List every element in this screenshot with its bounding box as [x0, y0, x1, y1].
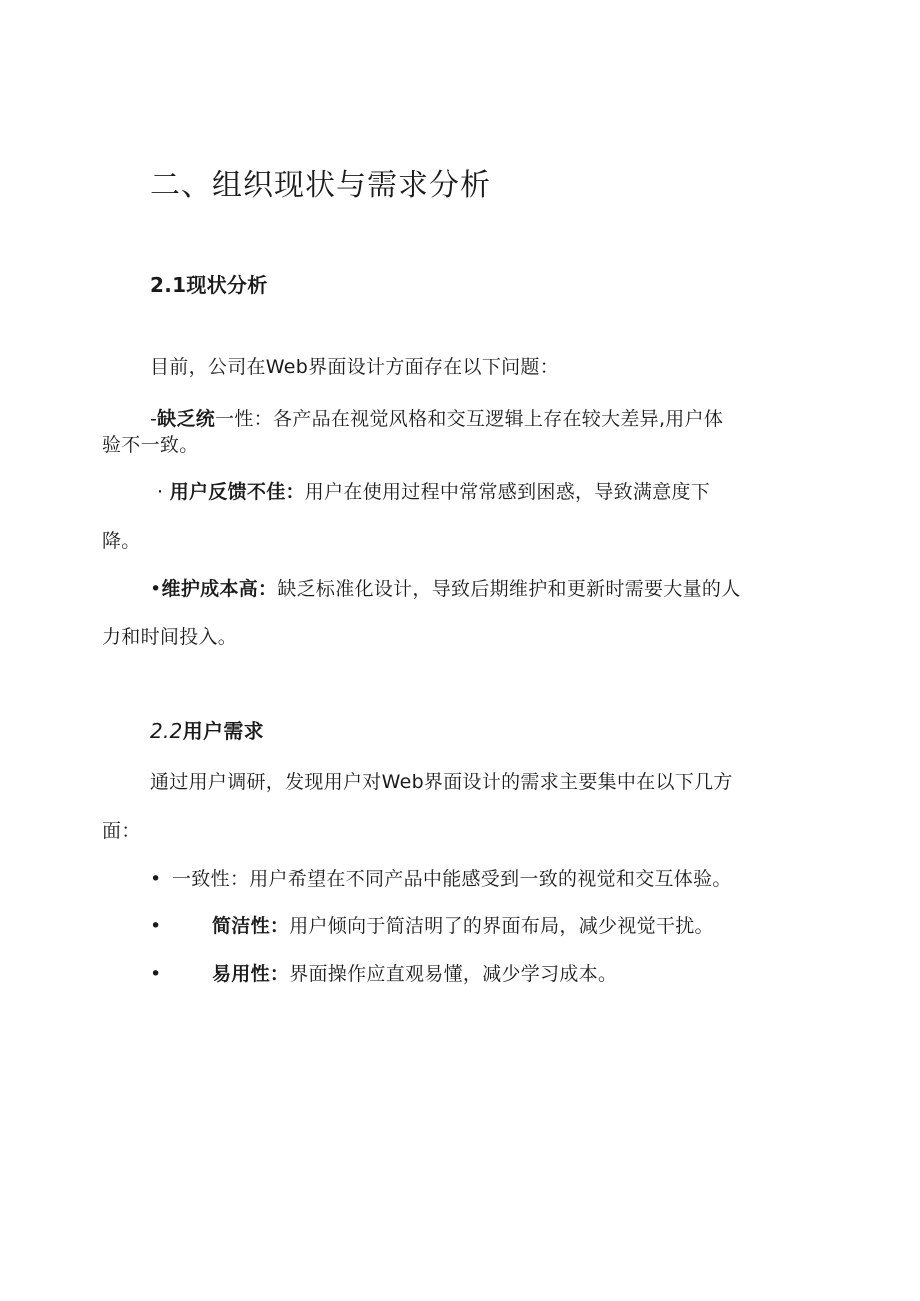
section-number: 2.2 — [150, 719, 183, 743]
problem-text: 一性：各产品在视觉风格和交互逻辑上存在较大差异,用户体 — [215, 408, 724, 430]
list-marker: · — [157, 481, 164, 503]
section-2-2-intro-cont: 面： — [102, 820, 141, 842]
section-title-2-2 — [150, 718, 264, 744]
requirement-text: 一致性：用户希望在不同产品中能感受到一致的视觉和交互体验。 — [172, 868, 732, 890]
problem-item-consistency — [150, 407, 723, 431]
requirement-label: 简洁性： — [212, 915, 290, 937]
problem-label: 维护成本高： — [161, 578, 278, 600]
problem-label: 缺乏统 — [157, 408, 216, 430]
section-title-text: 用户需求 — [182, 719, 264, 743]
requirement-label: 易用性： — [212, 963, 290, 985]
problem-label: 用户反馈不佳： — [169, 481, 305, 503]
problem-item-maintenance — [150, 577, 741, 601]
list-marker: • — [150, 578, 162, 600]
bullet-icon: • — [150, 915, 162, 937]
bullet-icon: • — [150, 963, 162, 985]
requirement-text: 界面操作应直观易懂，减少学习成本。 — [289, 963, 618, 985]
section-2-2-intro: 通过用户调研，发现用户对Web界面设计的需求主要集中在以下几方 — [150, 771, 733, 793]
problem-item-feedback-cont: 降。 — [102, 530, 141, 552]
requirement-item-simplicity — [212, 914, 714, 938]
section-title-2-1: 2.1现状分析 — [150, 273, 268, 297]
bullet-icon: • — [150, 868, 162, 890]
section-2-1-intro: 目前，公司在Web界面设计方面存在以下问题： — [150, 356, 560, 378]
requirement-item-usability — [212, 962, 617, 986]
page-title: 二、组织现状与需求分析 — [150, 168, 491, 203]
problem-item-consistency-cont: 验不一致。 — [102, 434, 199, 456]
requirement-item-consistency — [172, 867, 732, 891]
problem-text: 缺乏标准化设计，导致后期维护和更新时需要大量的人 — [277, 578, 741, 600]
problem-item-feedback — [157, 480, 710, 504]
problem-item-maintenance-cont: 力和时间投入。 — [102, 626, 238, 648]
problem-text: 用户在使用过程中常常感到困惑，导致满意度下 — [304, 481, 711, 503]
list-marker: - — [150, 408, 158, 430]
requirement-text: 用户倾向于简洁明了的界面布局，减少视觉干扰。 — [289, 915, 714, 937]
